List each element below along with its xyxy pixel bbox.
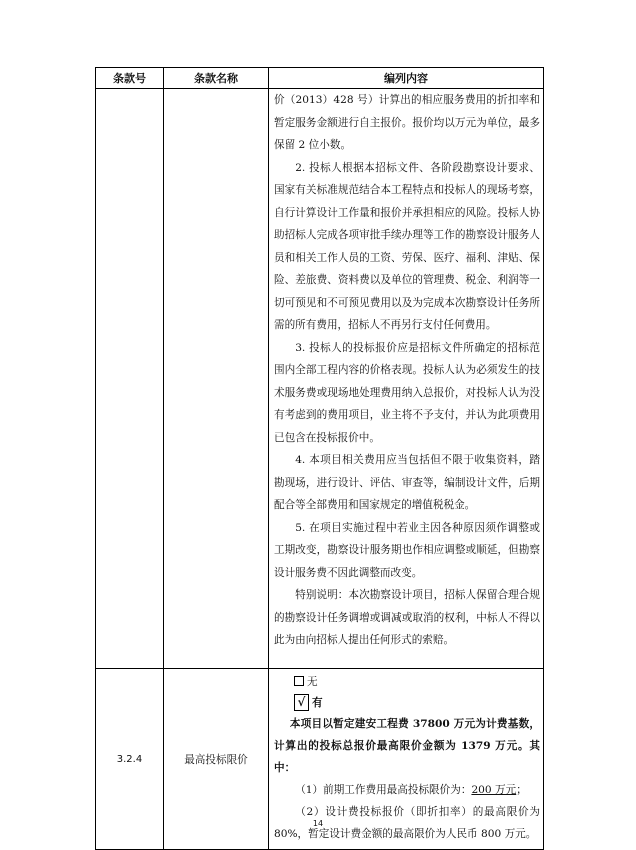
option-yes-label: 有 <box>312 696 323 709</box>
table-header-row <box>96 68 544 89</box>
price-item-1 <box>274 779 540 801</box>
checkbox-unchecked-icon <box>294 676 304 686</box>
header-clause-name: 条款名称 <box>164 68 269 89</box>
clause-name-cell <box>164 89 269 669</box>
paragraph: 特别说明：本次勘察设计项目，招标人保留合理合规的勘察设计任务调增或调减或取消的权利，中标人不得以此为由向招标人提出任何形式的索赔。 <box>274 589 540 646</box>
price-item-1-value: 200 万元 <box>471 784 517 796</box>
header-content: 编列内容 <box>269 68 544 89</box>
checkbox-checked-icon: √ <box>294 694 309 711</box>
clause-number-cell <box>96 89 164 669</box>
price-item-2: （2）设计费投标报价（即折扣率）的最高限价为 80%，暂定设计费金额的最高限价为人民币 800 万元。 <box>274 806 540 840</box>
option-none <box>294 671 540 691</box>
option-none-label: 无 <box>307 675 318 688</box>
content-cell <box>269 89 544 669</box>
table-row <box>96 89 544 669</box>
page-number: 14 <box>312 819 324 828</box>
clause-name: 最高投标限价 <box>164 669 269 850</box>
paragraph: 4. 本项目相关费用应当包括但不限于收集资料，踏勘现场，进行设计、评估、审查等，编制设计文件，后期配合等全部费用和国家规定的增值税税金。 <box>274 454 540 511</box>
header-clause-number: 条款号 <box>96 68 164 89</box>
option-yes <box>294 691 540 713</box>
clause-number: 3.2.4 <box>96 669 164 850</box>
clause-table <box>95 67 544 850</box>
paragraph: 价（2013）428 号）计算出的相应服务费用的折扣率和暂定服务金额进行自主报价。报价均以万元为单位，最多保留 2 位小数。 <box>274 94 540 151</box>
price-item-1-prefix: （1）前期工作费用最高投标限价为： <box>295 784 472 796</box>
price-item-1-suffix: ； <box>516 784 527 796</box>
paragraph: 2. 投标人根据本招标文件、各阶段勘察设计要求、国家有关标准规范结合本工程特点和投标人的现场考察，自行计算设计工作量和报价并承担相应的风险。投标人协助招标人完成各项审批手续办理等工作的勘察设计服务人员和相关工作人员的工资、劳保、医疗、福利、津贴、保险、差旅费、资料费以及单位的管理费、税金、利润等一切可预见和不可预见费用以及为完成本次勘察设计任务所需的所有费用，招标人不再另行支付任何费用。 <box>274 161 540 331</box>
price-limit-statement: 本项目以暂定建安工程费 37800 万元为计费基数，计算出的投标总报价最高限价金额为 1379 万元。其中： <box>274 718 540 774</box>
paragraph: 5. 在项目实施过程中若业主因各种原因须作调整或工期改变，勘察设计服务期也作相应调整或顺延，但勘察设计服务费不因此调整而改变。 <box>274 521 540 579</box>
paragraph: 3. 投标人的投标报价应是招标文件所确定的招标范围内全部工程内容的价格表现。投标人认为必须发生的技术服务费或现场地处理费用纳入总报价，对投标人认为没有考虑到的费用项目，业主将不予支付，并认为此项费用已包含在投标报价中。 <box>274 341 540 444</box>
